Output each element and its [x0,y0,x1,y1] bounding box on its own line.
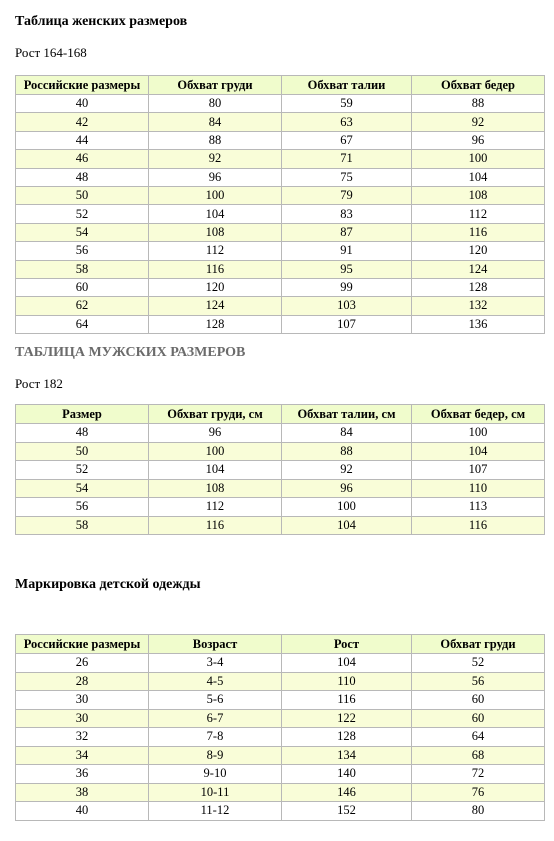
table-cell: 84 [282,424,412,443]
table-cell: 10-11 [149,783,282,802]
table-cell: 152 [282,802,412,821]
table-cell: 26 [16,654,149,673]
table-cell: 100 [412,150,545,168]
table-cell: 136 [412,315,545,333]
table-cell: 87 [282,223,412,241]
table-cell: 80 [412,802,545,821]
table-cell: 64 [16,315,149,333]
table-cell: 72 [412,765,545,784]
table-cell: 116 [282,691,412,710]
table-row [16,150,545,168]
women-table-title: Таблица женских размеров [15,14,188,29]
table-row [16,691,545,710]
table-cell: 4-5 [149,672,282,691]
table-cell: 96 [412,131,545,149]
table-cell: 60 [412,691,545,710]
table-cell: 6-7 [149,709,282,728]
table-cell: 116 [149,516,282,535]
table-cell: 68 [412,746,545,765]
column-header: Обхват талии, см [282,405,412,424]
table-row [16,654,545,673]
column-header: Обхват груди [412,635,545,654]
table-cell: 112 [412,205,545,223]
table-cell: 40 [16,95,149,113]
table-cell: 107 [282,315,412,333]
table-cell: 116 [412,516,545,535]
table-cell: 88 [149,131,282,149]
men-table-title: ТАБЛИЦА МУЖСКИХ РАЗМЕРОВ [15,345,246,360]
table-cell: 103 [282,297,412,315]
women-size-table [15,75,545,334]
table-row [16,802,545,821]
table-cell: 120 [149,278,282,296]
header-row [16,76,545,95]
column-header: Рост [282,635,412,654]
table-row [16,728,545,747]
table-cell: 120 [412,242,545,260]
column-header: Обхват груди, см [149,405,282,424]
column-header: Возраст [149,635,282,654]
table-cell: 75 [282,168,412,186]
table-row [16,242,545,260]
kids-table-title: Маркировка детской одежды [15,577,201,592]
table-cell: 110 [412,479,545,498]
table-cell: 104 [282,516,412,535]
table-cell: 76 [412,783,545,802]
table-row [16,131,545,149]
table-cell: 83 [282,205,412,223]
table-cell: 58 [16,516,149,535]
table-cell: 96 [149,424,282,443]
table-cell: 50 [16,442,149,461]
table-cell: 112 [149,498,282,517]
table-cell: 62 [16,297,149,315]
table-cell: 107 [412,461,545,480]
table-row [16,95,545,113]
table-row [16,672,545,691]
table-cell: 52 [16,461,149,480]
table-cell: 64 [412,728,545,747]
table-cell: 113 [412,498,545,517]
table-cell: 92 [282,461,412,480]
table-cell: 60 [412,709,545,728]
table-cell: 100 [412,424,545,443]
table-cell: 92 [412,113,545,131]
table-cell: 104 [282,654,412,673]
table-cell: 124 [149,297,282,315]
table-cell: 52 [16,205,149,223]
table-cell: 11-12 [149,802,282,821]
table-cell: 108 [412,186,545,204]
table-row [16,186,545,204]
table-cell: 56 [16,242,149,260]
table-row [16,498,545,517]
men-height-note: Рост 182 [15,376,63,391]
column-header: Обхват талии [282,76,412,95]
kids-size-table [15,634,545,821]
column-header: Российские размеры [16,635,149,654]
table-cell: 92 [149,150,282,168]
table-cell: 95 [282,260,412,278]
table-cell: 104 [149,205,282,223]
table-cell: 48 [16,424,149,443]
table-row [16,765,545,784]
table-cell: 63 [282,113,412,131]
table-cell: 128 [149,315,282,333]
table-cell: 56 [412,672,545,691]
table-row [16,297,545,315]
table-row [16,479,545,498]
table-cell: 146 [282,783,412,802]
column-header: Обхват бедер [412,76,545,95]
table-cell: 59 [282,95,412,113]
table-cell: 88 [282,442,412,461]
table-cell: 36 [16,765,149,784]
table-cell: 7-8 [149,728,282,747]
table-cell: 42 [16,113,149,131]
table-cell: 8-9 [149,746,282,765]
table-cell: 67 [282,131,412,149]
table-cell: 58 [16,260,149,278]
table-cell: 104 [412,442,545,461]
table-cell: 9-10 [149,765,282,784]
table-row [16,461,545,480]
table-cell: 88 [412,95,545,113]
table-cell: 134 [282,746,412,765]
table-cell: 40 [16,802,149,821]
table-cell: 104 [412,168,545,186]
table-cell: 52 [412,654,545,673]
table-cell: 100 [282,498,412,517]
table-cell: 104 [149,461,282,480]
table-cell: 30 [16,709,149,728]
table-cell: 128 [412,278,545,296]
table-cell: 110 [282,672,412,691]
table-cell: 3-4 [149,654,282,673]
table-cell: 100 [149,186,282,204]
header-row [16,405,545,424]
table-cell: 71 [282,150,412,168]
table-cell: 99 [282,278,412,296]
table-cell: 44 [16,131,149,149]
table-cell: 46 [16,150,149,168]
table-cell: 124 [412,260,545,278]
column-header: Обхват бедер, см [412,405,545,424]
table-row [16,113,545,131]
table-cell: 116 [149,260,282,278]
table-cell: 79 [282,186,412,204]
table-cell: 84 [149,113,282,131]
table-row [16,709,545,728]
table-cell: 116 [412,223,545,241]
table-cell: 48 [16,168,149,186]
table-row [16,442,545,461]
table-cell: 38 [16,783,149,802]
table-cell: 56 [16,498,149,517]
table-cell: 108 [149,479,282,498]
table-cell: 34 [16,746,149,765]
table-row [16,205,545,223]
table-cell: 5-6 [149,691,282,710]
table-row [16,223,545,241]
table-cell: 54 [16,479,149,498]
table-row [16,260,545,278]
column-header: Российские размеры [16,76,149,95]
table-cell: 50 [16,186,149,204]
table-row [16,278,545,296]
table-cell: 80 [149,95,282,113]
table-row [16,783,545,802]
table-cell: 132 [412,297,545,315]
table-row [16,168,545,186]
table-row [16,516,545,535]
table-cell: 96 [149,168,282,186]
table-cell: 28 [16,672,149,691]
table-cell: 100 [149,442,282,461]
table-cell: 112 [149,242,282,260]
table-cell: 108 [149,223,282,241]
table-cell: 128 [282,728,412,747]
table-cell: 32 [16,728,149,747]
table-cell: 96 [282,479,412,498]
men-size-table [15,404,545,535]
table-cell: 140 [282,765,412,784]
column-header: Размер [16,405,149,424]
table-cell: 60 [16,278,149,296]
table-cell: 54 [16,223,149,241]
table-cell: 122 [282,709,412,728]
table-row [16,746,545,765]
header-row [16,635,545,654]
table-cell: 30 [16,691,149,710]
women-height-note: Рост 164-168 [15,45,87,60]
table-cell: 91 [282,242,412,260]
column-header: Обхват груди [149,76,282,95]
table-row [16,424,545,443]
table-row [16,315,545,333]
